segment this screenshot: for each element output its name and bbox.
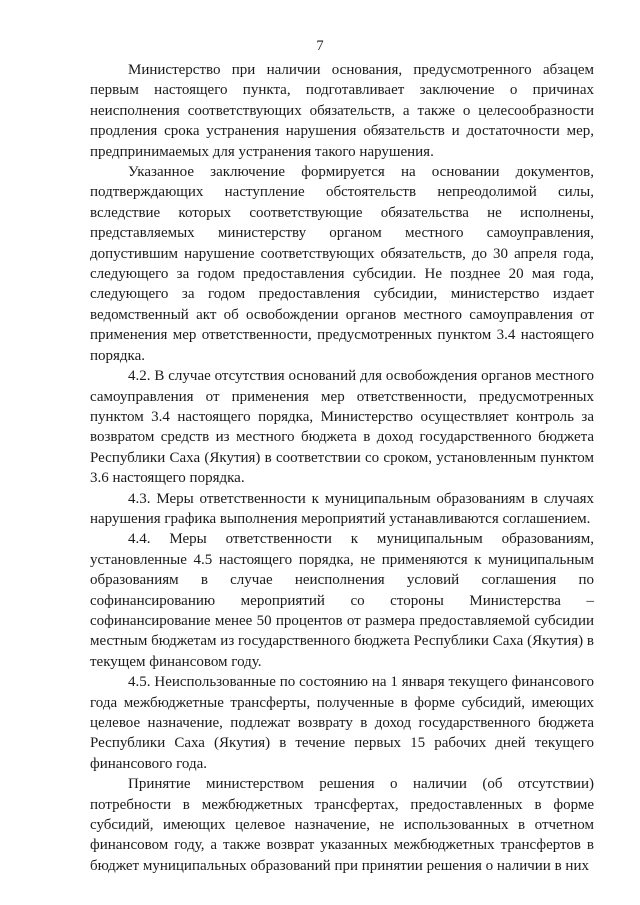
- paragraph-4-3: 4.3. Меры ответственности к муниципальным образованиям в случаях нарушения графика выполнения мероприятий устанавливаются соглашением.: [90, 490, 594, 527]
- paragraph-4-4: 4.4. Меры ответственности к муниципальным образованиям, установленные 4.5 настоящего порядка, не применяются к муниципальным образованиям в случае неисполнения условий соглашения по софинансированию мероприятий со стороны Министерства – софинансирование менее 50 процентов от размера предоставляемой субсидии местным бюджетам из государственного бюджета Республики Саха (Якутия) в текущем финансовом году.: [90, 531, 594, 670]
- paragraph-4-2: 4.2. В случае отсутствия оснований для освобождения органов местного самоуправления от применения мер ответственности, предусмотренных пунктом 3.4 настоящего порядка, Министерство осуществляет контроль за возвратом средств из местного бюджета в доход государственного бюджета Республики Саха (Якутия) в соответствии со сроком, установленным пунктом 3.6 настоящего порядка.: [90, 368, 594, 487]
- page-number: 7: [316, 38, 324, 54]
- paragraph-transfer-decision: Принятие министерством решения о наличии (об отсутствии) потребности в межбюджетных трансфертах, предоставленных в форме субсидий, имеющих целевое назначение, не использованных в отчетном финансовом году, а также возврат указанных межбюджетных трансфертов в бюджет муниципальных образований при принятии решения о наличии в них: [90, 776, 594, 874]
- paragraph-ministry-conclusion: Министерство при наличии основания, предусмотренного абзацем первым настоящего пункта, подготавливает заключение о причинах неисполнения соответствующих обязательств, а также о целесообразности продления срока устранения нарушения обязательств и достаточности мер, предпринимаемых для устранения такого нарушения.: [90, 62, 594, 160]
- document-body: [90, 60, 594, 876]
- paragraph-conclusion-basis: Указанное заключение формируется на основании документов, подтверждающих наступление обстоятельств непреодолимой силы, вследствие которых соответствующие обязательства не исполнены, представляемых министерству органом местного самоуправления, допустившим нарушение соответствующих обязательств, до 30 апреля года, следующего за годом предоставления субсидии. Не позднее 20 мая года, следующего за годом предоставления субсидии, министерство издает ведомственный акт об освобождении органов местного самоуправления от применения мер ответственности, предусмотренных пунктом 3.4 настоящего порядка.: [90, 164, 594, 364]
- paragraph-4-5: 4.5. Неиспользованные по состоянию на 1 января текущего финансового года межбюджетные трансферты, полученные в форме субсидий, имеющих целевое назначение, подлежат возврату в доход государственного бюджета Республики Саха (Якутия) в течение первых 15 рабочих дней текущего финансового года.: [90, 674, 594, 772]
